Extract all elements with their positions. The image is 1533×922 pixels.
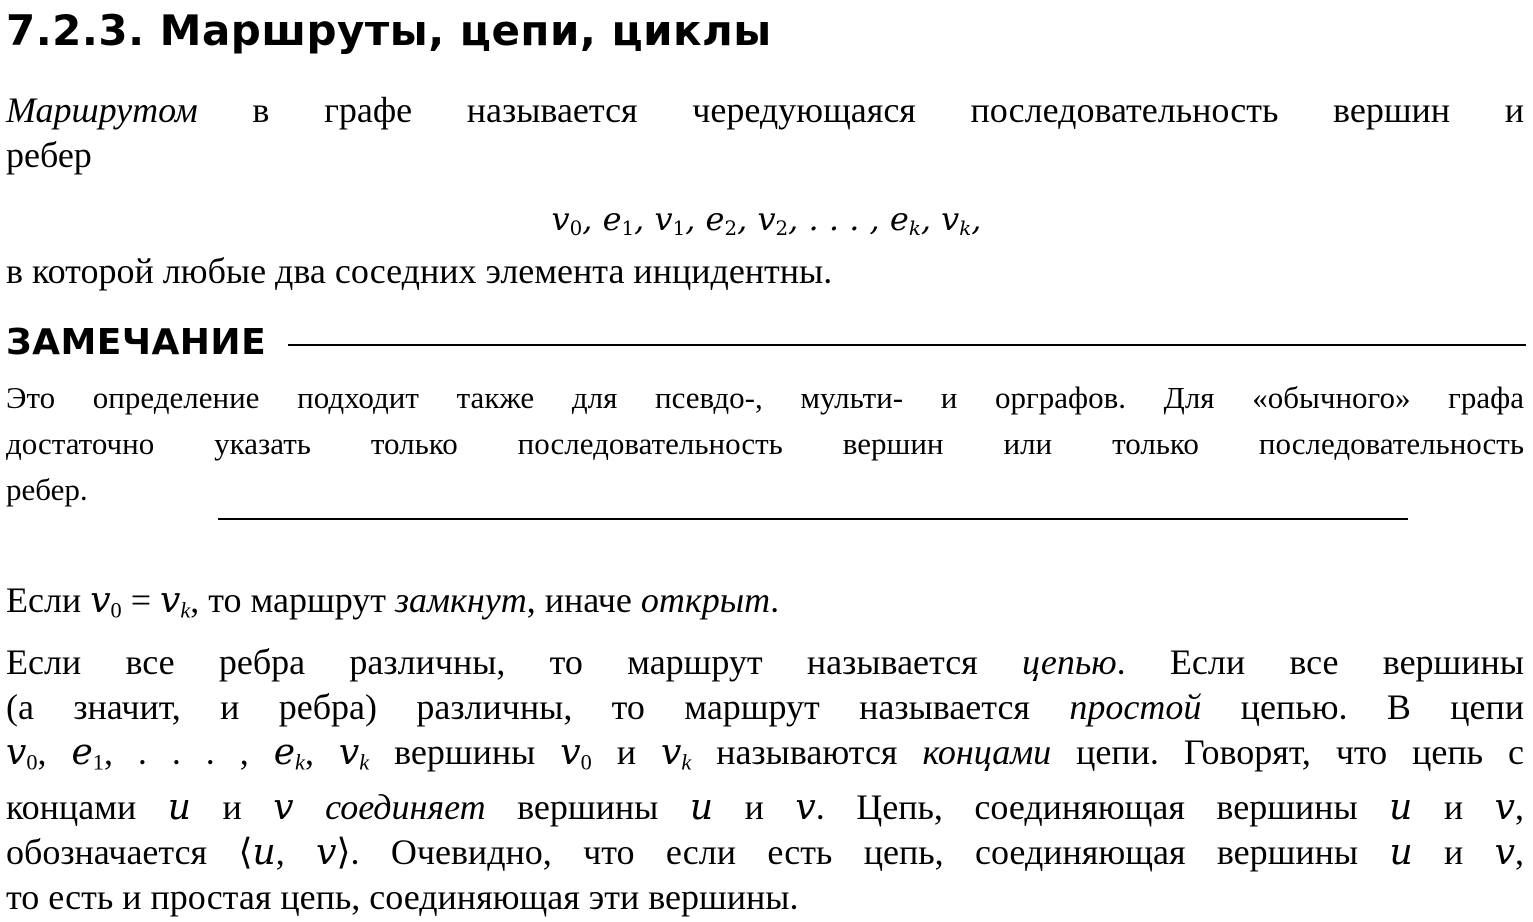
term-chain: цепью: [1022, 642, 1117, 682]
definition-line-1: Маршрутом в графе называется чередующаяся последовательность вершин и: [6, 90, 1524, 130]
remark-body: [6, 375, 1524, 513]
chain-line-3: $v_0$, $e_1$, . . . , $e_k$, $v_k$ вершины $v_0$ и $v_k$ называются концами цепи. Говорят, что цепь с: [6, 732, 1525, 775]
remark-line-3: ребер.: [6, 472, 88, 507]
remark-header: [6, 322, 1526, 362]
chain-line-6: то есть и простая цепь, соединяющая эти вершины.: [6, 876, 799, 917]
term-ends: концами: [922, 732, 1052, 772]
definition-tail: [6, 249, 1524, 294]
closed-open-paragraph: [6, 578, 1524, 633]
remark-line-1: Это определение подходит также для псевдо-, мульти- и орграфов. Для «обычного» графа: [6, 380, 1524, 415]
chain-line-4: концами u и v соединяет вершины u и v. Цепь, соединяющая вершины u и v,: [6, 786, 1525, 828]
remark-header-rule: [288, 344, 1526, 346]
remark-line-2: достаточно указать только последовательность вершин или только последовательность: [6, 426, 1524, 461]
chain-paragraph: [6, 640, 1524, 920]
chain-line-1: Если все ребра различны, то маршрут называется цепью. Если все вершины: [6, 642, 1524, 682]
closed-open-line: Если $v_0 = v_k$, то маршрут замкнут, иначе открыт.: [6, 580, 780, 623]
section-heading: 7.2.3. Маршруты, цепи, циклы: [6, 6, 772, 55]
term-simple: простой: [1069, 687, 1202, 727]
definition-line-2: ребер: [6, 135, 92, 175]
term-closed: замкнут: [395, 580, 527, 620]
route-definition: [6, 88, 1524, 178]
route-formula: [0, 200, 1533, 240]
term-open: открыт: [640, 580, 771, 620]
definition-line-3: в которой любые два соседних элемента инцидентны.: [6, 251, 833, 291]
term-connects: соединяет: [325, 786, 486, 827]
remark-title: ЗАМЕЧАНИЕ: [6, 322, 267, 363]
remark-end-rule: [218, 518, 1408, 520]
formula-text: $v_0$, $e_1$, $v_1$, $e_2$, $v_2$, . . . , $e_k$, $v_k$,: [551, 200, 982, 240]
chain-line-5: обозначается ⟨u, v⟩. Очевидно, что если есть цепь, соединяющая вершины u и v,: [6, 831, 1524, 873]
chain-line-2: (а значит, и ребра) различны, то маршрут называется простой цепью. В цепи: [6, 687, 1525, 727]
term-route: Маршрутом: [6, 90, 198, 130]
